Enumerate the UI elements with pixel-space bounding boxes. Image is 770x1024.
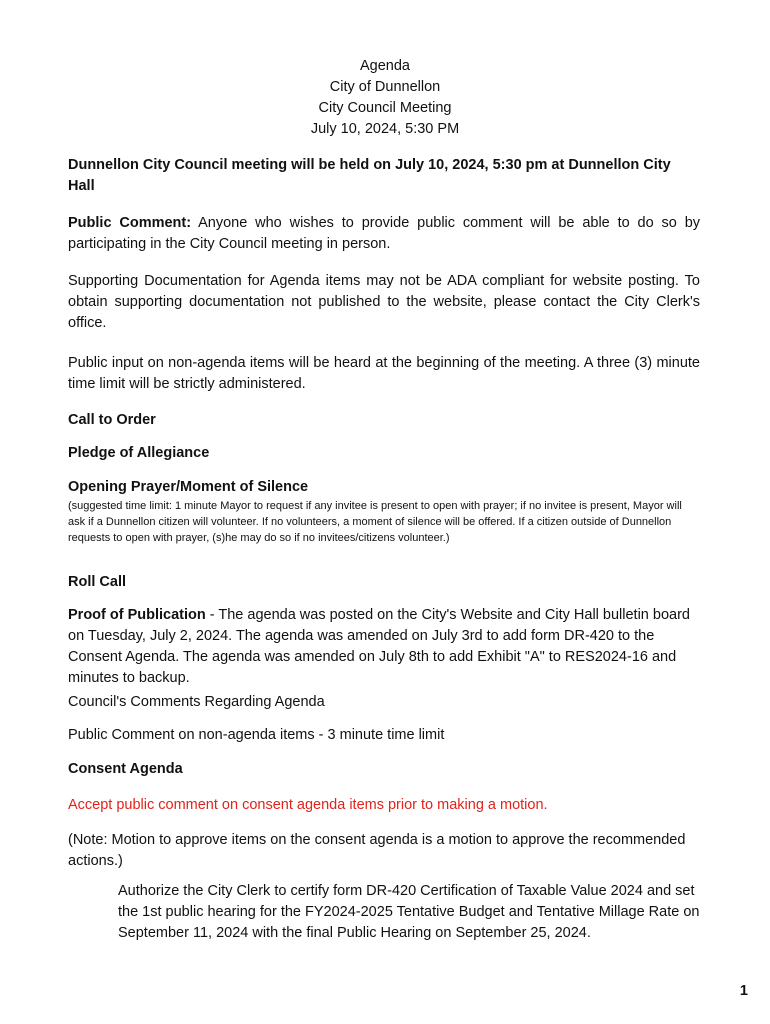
councils-comments-item: Council's Comments Regarding Agenda — [68, 694, 325, 710]
meeting-announcement: Dunnellon City Council meeting will be held on July 10, 2024, 5:30 pm at Dunnellon City Hall — [68, 157, 671, 194]
consent-item-dr420: Authorize the City Clerk to certify form DR-420 Certification of Taxable Value 2024 and set the 1st public hearing for the FY2024-2025 Tentative Budget and Tentative Millage Rate on September 11, 2024 with the final Public Hearing on September 25, 2024. — [118, 883, 700, 941]
proof-text: - The agenda was posted on the City's Website and City Hall bulletin board on Tuesday, July 2, 2024. The agenda was amended on July 3rd to add form DR-420 to the Consent Agenda. The agenda was amended on July 8th to add Exhibit "A" to RES2024-16 and minutes to backup. — [68, 607, 690, 686]
proof-label: Proof of Publication — [68, 607, 206, 623]
prayer-note: (suggested time limit: 1 minute Mayor to request if any invitee is present to open with prayer; if no invitee is present, Mayor will ask if a Dunnellon citizen will volunteer. If no volunteers, a moment of silence will be offered. If a citizen outside of Dunnellon requests to open with prayer, (s)he may do so if no invitees/citizens volunteer.) — [68, 500, 682, 544]
header-city: City of Dunnellon — [329, 79, 441, 95]
roll-call-heading: Roll Call — [68, 574, 127, 590]
page-number: 1 — [739, 983, 748, 999]
header-title: Agenda — [360, 58, 410, 74]
proof-of-publication-paragraph — [68, 605, 700, 689]
public-comment-label: Public Comment: — [68, 215, 192, 231]
prayer-heading: Opening Prayer/Moment of Silence — [68, 479, 309, 495]
public-input-paragraph: Public input on non-agenda items will be heard at the beginning of the meeting. A three (3) minute time limit will be strictly administered. — [68, 355, 700, 392]
agenda-header — [0, 56, 770, 140]
consent-agenda-heading: Consent Agenda — [68, 761, 183, 777]
header-meeting: City Council Meeting — [318, 100, 452, 116]
public-comment-paragraph — [68, 213, 700, 255]
call-to-order-heading: Call to Order — [68, 412, 156, 428]
prayer-section — [68, 477, 700, 546]
header-date: July 10, 2024, 5:30 PM — [310, 121, 460, 137]
consent-red-note: Accept public comment on consent agenda items prior to making a motion. — [68, 797, 548, 813]
public-comment-text: Anyone who wishes to provide public comment will be able to do so by participating in the City Council meeting in person. — [68, 215, 701, 252]
consent-note: (Note: Motion to approve items on the consent agenda is a motion to approve the recommended actions.) — [68, 832, 686, 869]
pledge-heading: Pledge of Allegiance — [68, 445, 210, 461]
supporting-docs-paragraph: Supporting Documentation for Agenda items may not be ADA compliant for website posting. To obtain supporting documentation not published to the website, please contact the City Clerk's office. — [68, 273, 700, 331]
public-comment-non-agenda-item: Public Comment on non-agenda items - 3 minute time limit — [68, 727, 445, 743]
